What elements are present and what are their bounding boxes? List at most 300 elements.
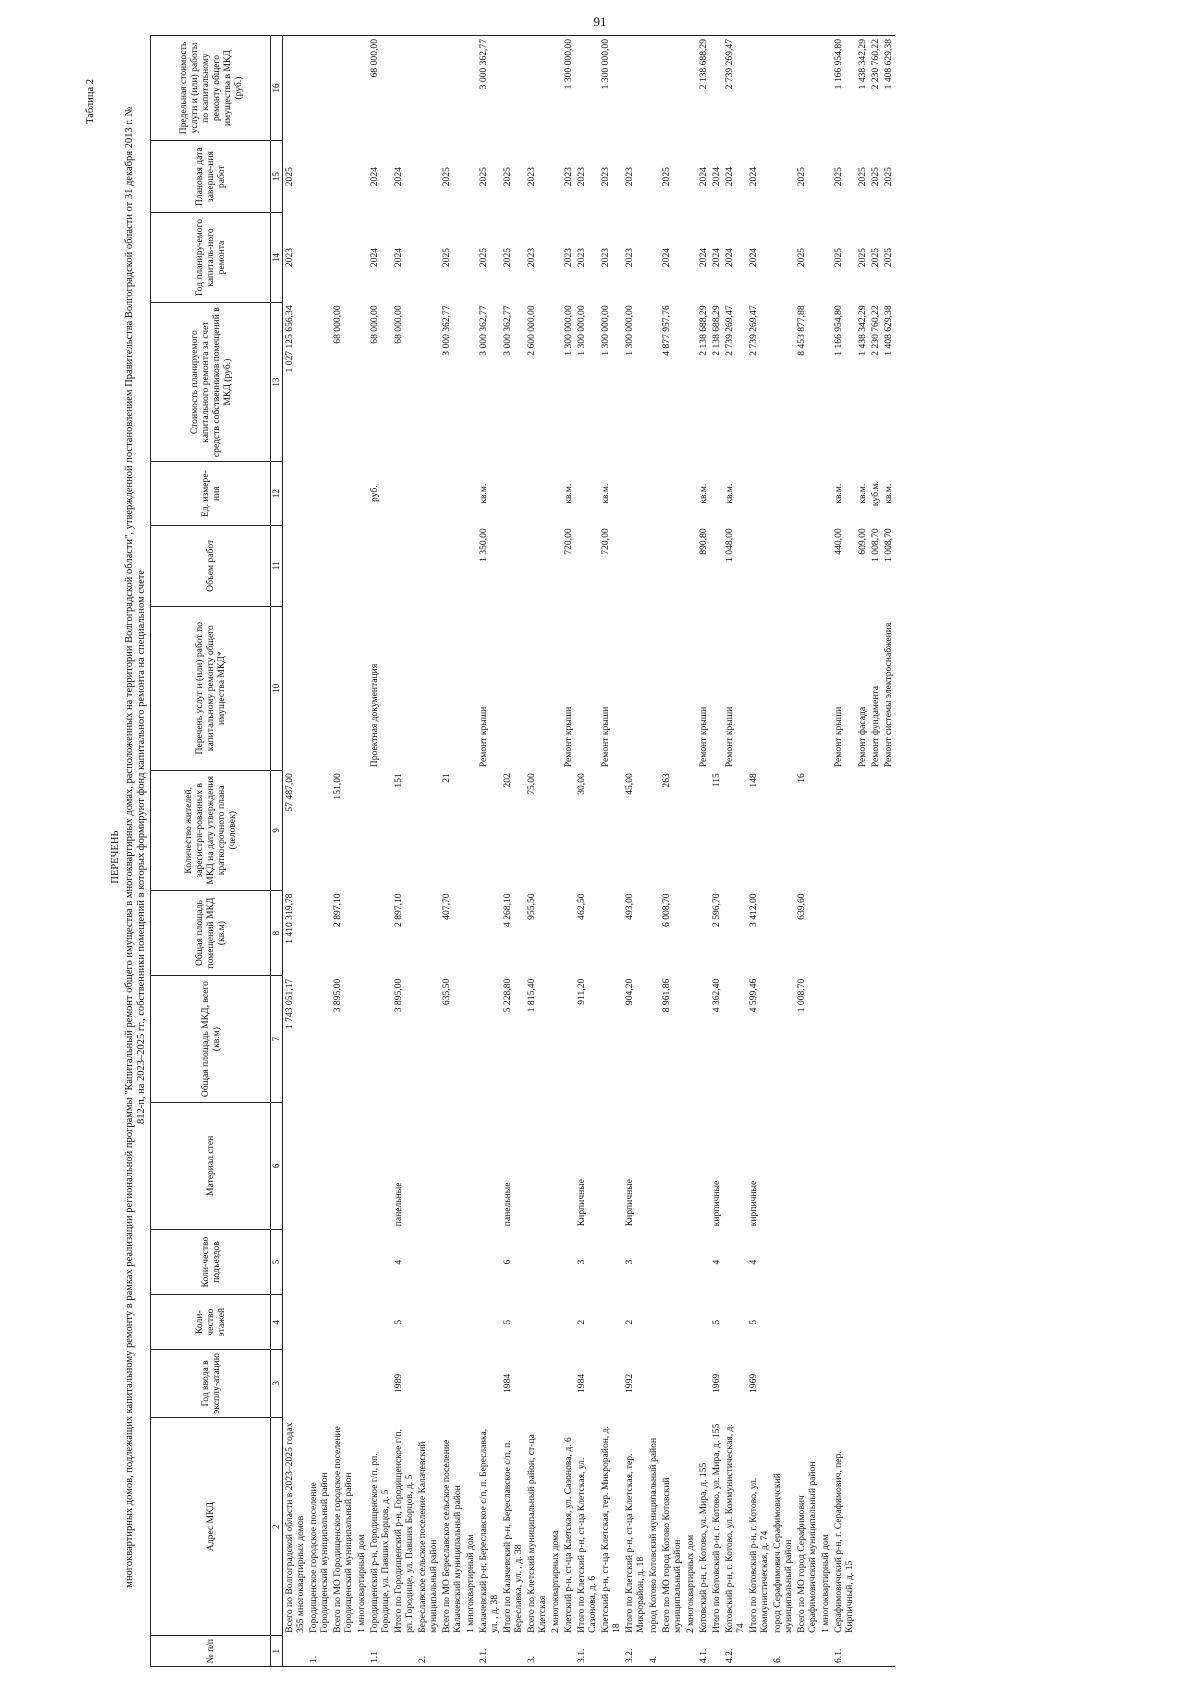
- entrances-count: [477, 1229, 501, 1295]
- works-volume: [307, 525, 331, 606]
- works-list: Ремонт крыши: [724, 706, 735, 768]
- residents-count: [477, 770, 501, 890]
- mkd-address: [869, 1417, 882, 1636]
- mkd-address: Котовский р-н, г. Котово, ул. Мира, д. 155: [698, 1462, 709, 1633]
- column-number: 1: [271, 1636, 283, 1667]
- floors-count: [819, 1295, 832, 1350]
- works-list: Ремонт фасада: [857, 706, 868, 768]
- repair-year: 2023: [624, 247, 635, 268]
- residents-count: 57 487,00: [284, 773, 295, 812]
- total-area: [368, 976, 392, 1103]
- works-volume: [392, 525, 416, 606]
- floors-count: [283, 1295, 308, 1350]
- column-number: 2: [271, 1417, 283, 1636]
- premises-area: 955,50: [526, 893, 537, 920]
- floors-count: [697, 1295, 710, 1350]
- max-cost: [283, 36, 308, 141]
- repair-year: [684, 213, 697, 303]
- floors-count: [660, 1295, 684, 1350]
- wall-material: [283, 1102, 308, 1229]
- column-number: 9: [271, 770, 283, 890]
- item-number: 6.: [771, 1636, 795, 1667]
- column-header: Коли-чество подъездов: [151, 1229, 271, 1295]
- works-volume: 720,00: [563, 528, 574, 555]
- floors-count: [599, 1295, 623, 1350]
- entrances-count: 3: [624, 1259, 635, 1265]
- item-number: 4.1.: [697, 1636, 710, 1667]
- repair-cost: 1 408 629,38: [883, 305, 894, 356]
- works-list: [416, 606, 440, 770]
- residents-count: [416, 770, 440, 890]
- item-number: 3.2.: [623, 1636, 647, 1667]
- unit-measure: руб.: [369, 485, 380, 502]
- wall-material: [440, 1102, 464, 1229]
- repair-cost: [647, 302, 660, 462]
- works-volume: [331, 525, 355, 606]
- repair-year: 2023: [576, 247, 587, 268]
- max-cost: [660, 36, 684, 141]
- max-cost: 2 138 688,29: [697, 36, 710, 141]
- mkd-address: Всего по МО Городищенское городское поселение Городищенский муниципальный район: [332, 1426, 354, 1633]
- max-cost: 1 408 629,38: [882, 36, 895, 141]
- residents-count: [832, 770, 856, 890]
- repair-year: 2025: [883, 247, 894, 268]
- mkd-address: 2 многоквартирных дома: [550, 1530, 561, 1633]
- max-cost: [416, 36, 440, 141]
- table-row: [882, 36, 895, 1667]
- mkd-address: [856, 1417, 869, 1636]
- item-number: [684, 1636, 697, 1667]
- works-volume: 1 048,00: [724, 528, 735, 562]
- floors-count: [331, 1295, 355, 1350]
- repair-cost: 1 300 000,00: [563, 305, 574, 356]
- mkd-address: Итого по Клетский р-н, ст-ца Клетская, ул. Сазонова, д. 6: [576, 1457, 598, 1633]
- entrances-count: 4: [748, 1259, 759, 1265]
- entrances-count: [440, 1229, 464, 1295]
- max-cost: 2 739 269,47: [723, 36, 747, 141]
- unit-measure: кв.м.: [478, 483, 489, 504]
- works-volume: [819, 525, 832, 606]
- repair-cost: 1 027 125 656,34: [284, 305, 295, 373]
- total-area: [355, 976, 368, 1103]
- premises-area: 4 268,10: [502, 893, 513, 927]
- mkd-address: 2 многоквартирных дом: [685, 1534, 696, 1633]
- commission-year: [416, 1350, 440, 1418]
- unit-measure: кв.м.: [833, 483, 844, 504]
- commission-year: [283, 1350, 308, 1418]
- works-volume: [623, 525, 647, 606]
- mkd-address: Калачевский р-н, Береславское с/п, п. Береславка, ул. , д. 38: [478, 1428, 500, 1633]
- entrances-count: [562, 1229, 575, 1295]
- table-row: [477, 36, 501, 1667]
- residents-count: [819, 770, 832, 890]
- item-number: [710, 1636, 723, 1667]
- mkd-address: Серафимовичский р-н, г. Серафимович, пер. Кирпичный, д. 15: [833, 1451, 855, 1633]
- column-number: 4: [271, 1295, 283, 1350]
- entrances-count: [283, 1229, 308, 1295]
- floors-count: [440, 1295, 464, 1350]
- works-list: [819, 606, 832, 770]
- column-number: 12: [271, 462, 283, 525]
- unit-measure: [747, 462, 771, 525]
- completion-date: [307, 141, 331, 213]
- works-volume: [575, 525, 599, 606]
- repair-cost: [549, 302, 562, 462]
- entrances-count: [819, 1229, 832, 1295]
- completion-date: 2025: [502, 167, 513, 187]
- table-row: [575, 36, 599, 1667]
- commission-year: 1969: [748, 1373, 759, 1393]
- unit-measure: [684, 462, 697, 525]
- floors-count: [856, 1295, 869, 1350]
- mkd-address: Итого по Котовский р-н, г. Котово, ул. Коммунистическая, д. 74: [748, 1477, 770, 1633]
- unit-measure: [525, 462, 549, 525]
- table-row: [684, 36, 697, 1667]
- commission-year: [440, 1350, 464, 1418]
- item-number: 6.1.: [832, 1636, 856, 1667]
- mkd-address: Всего по Клетский муниципальный район, ст-ца Клетская: [526, 1434, 548, 1633]
- max-cost: [525, 36, 549, 141]
- residents-count: 45,00: [624, 773, 635, 795]
- works-list: [549, 606, 562, 770]
- item-number: 1.: [307, 1636, 331, 1667]
- residents-count: [368, 770, 392, 890]
- premises-area: [307, 890, 331, 975]
- unit-measure: куб.м.: [870, 481, 881, 507]
- works-list: [747, 606, 771, 770]
- residents-count: [684, 770, 697, 890]
- commission-year: [819, 1350, 832, 1418]
- unit-measure: [575, 462, 599, 525]
- repair-cost: [819, 302, 832, 462]
- max-cost: [623, 36, 647, 141]
- residents-count: 151,00: [332, 773, 343, 800]
- column-header: Коли-чество этажей: [151, 1295, 271, 1350]
- residents-count: 16: [796, 773, 807, 783]
- column-header: Количество жителей, зарегистри-рованных в МКД на дату утверждения краткосрочного плана (человек): [151, 770, 271, 890]
- unit-measure: [660, 462, 684, 525]
- floors-count: 5: [393, 1319, 404, 1325]
- commission-year: [599, 1350, 623, 1418]
- wall-material: [464, 1102, 477, 1229]
- commission-year: 1984: [576, 1373, 587, 1393]
- completion-date: [819, 141, 832, 213]
- unit-measure: [283, 462, 308, 525]
- works-volume: [710, 525, 723, 606]
- table-row: [647, 36, 660, 1667]
- floors-count: [307, 1295, 331, 1350]
- commission-year: [525, 1350, 549, 1418]
- table-row: [710, 36, 723, 1667]
- works-list: Ремонт крыши: [600, 706, 611, 768]
- item-number: 3.: [525, 1636, 549, 1667]
- works-volume: 890,80: [698, 528, 709, 555]
- completion-date: 2025: [883, 167, 894, 187]
- mkd-register-table: [150, 35, 895, 1667]
- premises-area: [684, 890, 697, 975]
- repair-year: [549, 213, 562, 303]
- completion-date: 2023: [600, 167, 611, 187]
- entrances-count: 4: [711, 1259, 722, 1265]
- works-volume: 1 350,00: [478, 528, 489, 562]
- works-list: Проектная документация: [369, 663, 380, 768]
- commission-year: [723, 1350, 747, 1418]
- floors-count: [477, 1295, 501, 1350]
- entrances-count: [795, 1229, 819, 1295]
- works-list: Ремонт системы электроснабжения: [883, 622, 894, 768]
- entrances-count: [832, 1229, 856, 1295]
- premises-area: [882, 890, 895, 975]
- works-volume: 720,00: [600, 528, 611, 555]
- wall-material: кирпичные: [748, 1180, 759, 1227]
- total-area: [549, 976, 562, 1103]
- item-number: 4.: [647, 1636, 660, 1667]
- premises-area: 493,00: [624, 893, 635, 920]
- repair-cost: 8 453 877,88: [796, 305, 807, 356]
- commission-year: [660, 1350, 684, 1418]
- total-area: 911,20: [576, 978, 587, 1005]
- unit-measure: кв.м.: [857, 483, 868, 504]
- floors-count: 5: [502, 1319, 513, 1325]
- mkd-address: 1 многоквартирный дом: [820, 1534, 831, 1633]
- max-cost: [747, 36, 771, 141]
- repair-year: 2025: [796, 247, 807, 268]
- total-area: [832, 976, 856, 1103]
- entrances-count: [723, 1229, 747, 1295]
- table-row: [368, 36, 392, 1667]
- repair-year: 2023: [526, 247, 537, 268]
- wall-material: [660, 1102, 684, 1229]
- repair-cost: 68 000,00: [393, 305, 404, 344]
- completion-date: [647, 141, 660, 213]
- mkd-address: город Котово Котовский муниципальный район: [648, 1437, 659, 1633]
- mkd-address: Клетский р-н, ст-ца Клетская, ул. Сазонова, д. 6: [563, 1437, 574, 1633]
- repair-year: [647, 213, 660, 303]
- commission-year: [307, 1350, 331, 1418]
- max-cost: [392, 36, 416, 141]
- table-row: [623, 36, 647, 1667]
- wall-material: [307, 1102, 331, 1229]
- premises-area: 2 897,10: [393, 893, 404, 927]
- works-volume: 609,00: [857, 528, 868, 555]
- mkd-address: 1 многоквартирный дом: [356, 1534, 367, 1633]
- completion-date: 2025: [284, 167, 295, 187]
- commission-year: [869, 1350, 882, 1418]
- works-list: [710, 606, 723, 770]
- completion-date: 2024: [724, 167, 735, 187]
- repair-year: 2024: [711, 247, 722, 268]
- register-body: [283, 36, 896, 1667]
- unit-measure: [549, 462, 562, 525]
- wall-material: [331, 1102, 355, 1229]
- total-area: [464, 976, 477, 1103]
- wall-material: [525, 1102, 549, 1229]
- wall-material: панельные: [393, 1182, 404, 1227]
- wall-material: [771, 1102, 795, 1229]
- residents-count: [856, 770, 869, 890]
- document-subtitle: многоквартирных домов, подлежащих капитальному ремонту в рамках реализации региональной программы "Капитальный ремонт общего имущества в многоквартирных домах, расположенных на территории Волгоградской области", утвержденной постановлением Правительства Волгоградской области от 31 декабря 2013 г. № 812-п, на 2023–2025 гг., собственники помещений в которых формируют фонд капитального ремонта на специальном счете: [124, 106, 147, 1588]
- total-area: [882, 976, 895, 1103]
- entrances-count: [684, 1229, 697, 1295]
- repair-cost: 4 877 957,76: [661, 305, 672, 356]
- residents-count: 151: [393, 773, 404, 788]
- entrances-count: [416, 1229, 440, 1295]
- works-volume: [549, 525, 562, 606]
- repair-year: [331, 213, 355, 303]
- table-row: [856, 36, 869, 1667]
- table-row: [331, 36, 355, 1667]
- commission-year: [795, 1350, 819, 1418]
- commission-year: 1992: [624, 1373, 635, 1393]
- total-area: 4 362,40: [711, 978, 722, 1013]
- works-list: [392, 606, 416, 770]
- item-number: 2.1.: [477, 1636, 501, 1667]
- works-volume: 1 008,70: [883, 528, 894, 562]
- completion-date: 2023: [563, 167, 574, 187]
- works-list: [331, 606, 355, 770]
- max-cost: 3 000 362,77: [477, 36, 501, 141]
- works-volume: [684, 525, 697, 606]
- table-row: [771, 36, 795, 1667]
- repair-year: 2025: [502, 247, 513, 268]
- repair-year: 2023: [563, 247, 574, 268]
- unit-measure: [501, 462, 525, 525]
- column-header: Перечень услуг и (или) работ по капитальному ремонту общего имущества МКД*: [151, 606, 271, 770]
- completion-date: 2024: [369, 167, 380, 187]
- total-area: [697, 976, 710, 1103]
- item-number: [331, 1636, 355, 1667]
- max-cost: [440, 36, 464, 141]
- works-list: [464, 606, 477, 770]
- premises-area: [869, 890, 882, 975]
- max-cost: 1 300 000,00: [599, 36, 623, 141]
- floors-count: 5: [711, 1319, 722, 1325]
- table-row: [819, 36, 832, 1667]
- repair-cost: [355, 302, 368, 462]
- entrances-count: [599, 1229, 623, 1295]
- wall-material: [856, 1102, 869, 1229]
- works-volume: [355, 525, 368, 606]
- column-number: 3: [271, 1350, 283, 1418]
- item-number: [819, 1636, 832, 1667]
- table-row: [283, 36, 308, 1667]
- column-header: Год планиру-емого капиталь-ного ремонта: [151, 213, 271, 303]
- wall-material: [416, 1102, 440, 1229]
- max-cost: [355, 36, 368, 141]
- floors-count: [869, 1295, 882, 1350]
- table-row: [660, 36, 684, 1667]
- repair-year: [771, 213, 795, 303]
- mkd-address: [882, 1417, 895, 1636]
- commission-year: [368, 1350, 392, 1418]
- works-volume: [501, 525, 525, 606]
- column-number: 5: [271, 1229, 283, 1295]
- entrances-count: [882, 1229, 895, 1295]
- column-header: № п/п: [151, 1636, 271, 1667]
- item-number: [464, 1636, 477, 1667]
- completion-date: 2025: [857, 167, 868, 187]
- max-cost: 1 438 342,29: [856, 36, 869, 141]
- table-row: [501, 36, 525, 1667]
- floors-count: [464, 1295, 477, 1350]
- wall-material: Кирпичные: [624, 1179, 635, 1227]
- residents-count: [771, 770, 795, 890]
- repair-cost: 2 138 688,29: [698, 305, 709, 356]
- works-volume: [647, 525, 660, 606]
- unit-measure: [771, 462, 795, 525]
- residents-count: 75,00: [526, 773, 537, 795]
- column-number: 8: [271, 890, 283, 975]
- wall-material: [869, 1102, 882, 1229]
- residents-count: [882, 770, 895, 890]
- repair-year: 2023: [600, 247, 611, 268]
- residents-count: 202: [502, 773, 513, 788]
- residents-count: 115: [711, 773, 722, 788]
- repair-year: 2024: [724, 247, 735, 268]
- commission-year: [477, 1350, 501, 1418]
- unit-measure: [440, 462, 464, 525]
- unit-measure: [307, 462, 331, 525]
- mkd-address: Городищенское городское поселение Городищенский муниципальный район: [308, 1472, 330, 1633]
- works-list: [501, 606, 525, 770]
- works-volume: 440,00: [833, 528, 844, 555]
- commission-year: [562, 1350, 575, 1418]
- works-list: [283, 606, 308, 770]
- works-list: [440, 606, 464, 770]
- works-list: Ремонт крыши: [698, 706, 709, 768]
- unit-measure: [623, 462, 647, 525]
- column-number: 10: [271, 606, 283, 770]
- mkd-address: Котовский р-н, г. Котово, ул. Коммунистическая, д. 74: [724, 1424, 746, 1633]
- entrances-count: [525, 1229, 549, 1295]
- total-area: 4 599,46: [748, 978, 759, 1013]
- repair-year: 2023: [284, 247, 295, 268]
- column-header: Стоимость планируемого капитального ремонта за счет средств собственников помещений в МКД (руб.): [151, 302, 271, 462]
- residents-count: 21: [441, 773, 452, 783]
- mkd-address: Клетский р-н, ст-ца Клетская, тер. Микрорайон, д. 18: [600, 1426, 622, 1633]
- works-volume: [660, 525, 684, 606]
- table-row: [549, 36, 562, 1667]
- works-volume: 1 008,70: [870, 528, 881, 562]
- repair-cost: 3 000 362,77: [478, 305, 489, 356]
- column-number: 13: [271, 302, 283, 462]
- max-cost: [464, 36, 477, 141]
- commission-year: [832, 1350, 856, 1418]
- item-number: [856, 1636, 869, 1667]
- column-number-row: [271, 36, 283, 1667]
- max-cost: [501, 36, 525, 141]
- floors-count: [795, 1295, 819, 1350]
- repair-cost: [307, 302, 331, 462]
- repair-year: 2024: [393, 247, 404, 268]
- table-row: [562, 36, 575, 1667]
- max-cost: 2 230 760,22: [869, 36, 882, 141]
- wall-material: [647, 1102, 660, 1229]
- column-header: Адрес МКД: [151, 1417, 271, 1636]
- repair-cost: 68 000,00: [332, 305, 343, 344]
- column-header: Плановая дата заверше-ния работ: [151, 141, 271, 213]
- unit-measure: кв.м.: [563, 483, 574, 504]
- premises-area: 1 410 319,78: [284, 893, 295, 944]
- completion-date: 2025: [478, 167, 489, 187]
- works-list: Ремонт крыши: [833, 706, 844, 768]
- total-area: [684, 976, 697, 1103]
- commission-year: [697, 1350, 710, 1418]
- repair-year: 2025: [870, 247, 881, 268]
- total-area: 635,50: [441, 978, 452, 1006]
- works-volume: [283, 525, 308, 606]
- repair-cost: [464, 302, 477, 462]
